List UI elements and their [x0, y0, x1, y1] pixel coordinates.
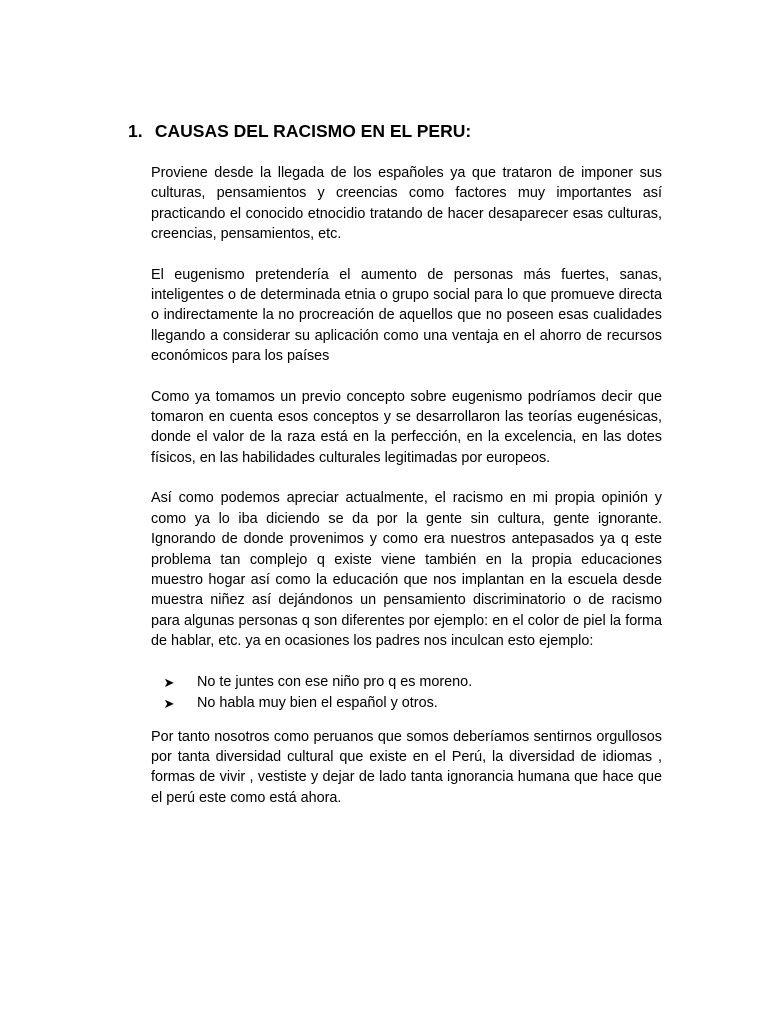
- example-list: [151, 672, 662, 714]
- list-item-text: No habla muy bien el español y otros.: [197, 694, 438, 711]
- list-item-text: No te juntes con ese niño pro q es moreno.: [197, 673, 473, 690]
- paragraph-opinion: Así como podemos apreciar actualmente, el racismo en mi propia opinión y como ya lo iba diciendo se da por la gente sin cultura, gente ignorante. Ignorando de donde provenimos y como era nuestros antepasados ya q este problema tan complejo q existe viene también en la propia educaciones muestro hogar así como la educación que nos implantan en la escuela desde muestra niñez así dejándonos un pensamiento discriminatorio o de racismo para algunas personas q son diferentes por ejemplo: en el color de piel la forma de hablar, etc. ya en ocasiones los padres nos inculcan esto ejemplo:: [151, 490, 662, 650]
- paragraph-eugenic-theories: Como ya tomamos un previo concepto sobre eugenismo podríamos decir que tomaron en cuenta esos conceptos y se desarrollaron las teorías eugenésicas, donde el valor de la raza está en la perfección, en la excelencia, en las dotes físicos, en las habilidades culturales legitimadas por europeos.: [151, 388, 662, 466]
- arrowhead-bullet-icon: ➤: [163, 674, 175, 690]
- list-item: [151, 693, 662, 714]
- paragraph-origin: Proviene desde la llegada de los españoles ya que trataron de imponer sus culturas, pensamientos y creencias como factores muy importantes así practicando el conocido etnocidio tratando de hacer desaparecer esas culturas, creencias, pensamientos, etc.: [151, 165, 662, 243]
- list-item: [151, 672, 662, 693]
- heading-title: CAUSAS DEL RACISMO EN EL PERU:: [154, 121, 472, 141]
- arrowhead-bullet-icon: ➤: [163, 695, 175, 711]
- paragraph-closing: Por tanto nosotros como peruanos que somos deberíamos sentirnos orgullosos por tanta diversidad cultural que existe en el Perú, la diversidad de idiomas , formas de vivir , vestiste y dejar de lado tanta ignorancia humana que hace que el perú este como está ahora.: [151, 728, 662, 806]
- paragraph-eugenics: El eugenismo pretendería el aumento de personas más fuertes, sanas, inteligentes o de determinada etnia o grupo social para lo que promueve directa o indirectamente la no procreación de aquellos que no poseen esas cualidades llegando a considerar su aplicación como una ventaja en el ahorro de recursos económicos para los países: [151, 266, 662, 365]
- section-heading: [128, 120, 688, 142]
- body-text: [151, 163, 662, 828]
- heading-number: 1.: [128, 121, 143, 141]
